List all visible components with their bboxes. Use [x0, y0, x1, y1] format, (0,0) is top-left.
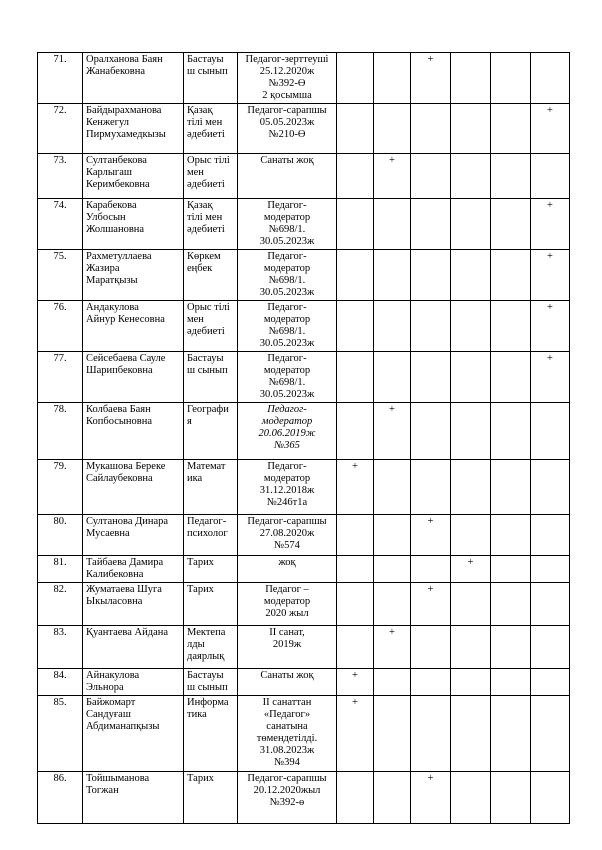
subject-cell-text: Тарих — [187, 557, 214, 568]
teacher-name-cell — [83, 352, 184, 403]
mark-cell — [374, 460, 411, 515]
mark-cell — [337, 199, 374, 250]
subject-cell-text: Көркем еңбек — [187, 251, 221, 274]
mark-cell — [451, 626, 491, 669]
mark-cell — [337, 515, 374, 556]
mark-cell — [491, 199, 531, 250]
category-cell — [238, 53, 337, 104]
mark-cell — [337, 53, 374, 104]
table-row — [38, 669, 570, 696]
teacher-name-cell-text: Қуантаева Айдана — [86, 627, 169, 638]
category-cell — [238, 104, 337, 154]
table-row — [38, 301, 570, 352]
category-cell-text: Санаты жоқ — [260, 670, 314, 681]
table-row — [38, 515, 570, 556]
mark-cell-text: + — [427, 54, 434, 65]
row-number-cell-text: 82. — [53, 584, 67, 595]
mark-cell — [374, 301, 411, 352]
mark-cell-text: + — [352, 670, 358, 681]
mark-cell — [374, 403, 411, 460]
teacher-name-cell — [83, 772, 184, 824]
mark-cell-text: + — [547, 251, 553, 262]
mark-cell — [451, 104, 491, 154]
subject-cell-text: Информа тика — [187, 697, 229, 720]
mark-cell — [337, 460, 374, 515]
mark-cell — [531, 669, 570, 696]
mark-cell — [491, 403, 531, 460]
mark-cell — [531, 556, 570, 583]
teacher-name-cell-text: Тойшыманова Тогжан — [86, 773, 150, 796]
table-row — [38, 460, 570, 515]
category-cell-text: Педагог-сарапшы 20.12.2020жыл №392-ө — [247, 773, 327, 808]
category-cell-text: Педагог- модератор №698/1. 30.05.2023ж — [259, 251, 315, 298]
category-cell — [238, 696, 337, 772]
mark-cell — [374, 199, 411, 250]
subject-cell-text: Бастауы ш сынып — [187, 353, 228, 376]
mark-cell — [374, 583, 411, 626]
mark-cell-text: + — [427, 516, 434, 527]
subject-cell — [184, 53, 238, 104]
row-number-cell — [38, 301, 83, 352]
mark-cell — [531, 515, 570, 556]
subject-cell — [184, 669, 238, 696]
row-number-cell — [38, 460, 83, 515]
mark-cell — [374, 515, 411, 556]
mark-cell — [451, 199, 491, 250]
teacher-name-cell-text: Рахметуллаева Жазира Маратқызы — [86, 251, 152, 286]
mark-cell — [451, 772, 491, 824]
mark-cell — [451, 250, 491, 301]
mark-cell — [451, 696, 491, 772]
row-number-cell-text: 79. — [53, 461, 67, 472]
subject-cell — [184, 515, 238, 556]
mark-cell — [374, 556, 411, 583]
row-number-cell — [38, 696, 83, 772]
subject-cell-text: Бастауы ш сынып — [187, 54, 228, 77]
mark-cell — [337, 403, 374, 460]
subject-cell-text: Мектепа лды даярлық — [187, 627, 226, 662]
teacher-name-cell — [83, 53, 184, 104]
mark-cell — [411, 352, 451, 403]
mark-cell-text: + — [427, 773, 434, 784]
row-number-cell — [38, 669, 83, 696]
subject-cell — [184, 556, 238, 583]
row-number-cell-text: 73. — [53, 155, 67, 166]
teacher-name-cell — [83, 583, 184, 626]
category-cell-text: Педагог- модератор 20.06.2019ж №365 — [258, 404, 316, 451]
subject-cell-text: Географи я — [187, 404, 229, 427]
category-cell-text: Педагог-сарапшы 27.08.2020ж №574 — [247, 516, 327, 551]
mark-cell — [337, 556, 374, 583]
category-cell — [238, 772, 337, 824]
mark-cell — [491, 556, 531, 583]
mark-cell-text: + — [352, 697, 358, 708]
mark-cell — [337, 104, 374, 154]
mark-cell — [411, 772, 451, 824]
row-number-cell-text: 84. — [53, 670, 67, 681]
row-number-cell — [38, 626, 83, 669]
mark-cell — [491, 669, 531, 696]
teacher-name-cell-text: Оралханова Баян Жанабековна — [86, 54, 163, 77]
category-cell-text: ІІ санат, 2019ж — [269, 627, 305, 650]
table-row — [38, 352, 570, 403]
mark-cell — [451, 53, 491, 104]
mark-cell-text: + — [547, 105, 553, 116]
row-number-cell-text: 83. — [53, 627, 67, 638]
table-row — [38, 104, 570, 154]
mark-cell — [531, 583, 570, 626]
teacher-name-cell — [83, 460, 184, 515]
table-row — [38, 626, 570, 669]
teacher-name-cell-text: Султанбекова Карлыгаш Керимбековна — [86, 155, 150, 190]
mark-cell — [531, 352, 570, 403]
mark-cell — [491, 460, 531, 515]
subject-cell-text: Орыс тілі мен әдебиеті — [187, 155, 230, 190]
teacher-name-cell — [83, 556, 184, 583]
mark-cell — [491, 772, 531, 824]
mark-cell — [411, 250, 451, 301]
mark-cell — [531, 154, 570, 199]
teacher-name-cell — [83, 301, 184, 352]
mark-cell — [337, 250, 374, 301]
row-number-cell-text: 75. — [53, 251, 67, 262]
mark-cell-text: + — [389, 404, 395, 415]
category-cell-text: Педагог- модератор №698/1. 30.05.2023ж — [259, 353, 315, 400]
subject-cell — [184, 301, 238, 352]
teacher-name-cell-text: Сейсебаева Сауле Шарипбековна — [86, 353, 166, 376]
mark-cell — [411, 583, 451, 626]
teacher-name-cell — [83, 403, 184, 460]
category-cell — [238, 669, 337, 696]
mark-cell — [374, 104, 411, 154]
subject-cell — [184, 352, 238, 403]
mark-cell — [337, 352, 374, 403]
mark-cell — [411, 669, 451, 696]
table-row — [38, 154, 570, 199]
mark-cell — [531, 53, 570, 104]
table-row — [38, 772, 570, 824]
mark-cell — [374, 669, 411, 696]
table-body — [38, 53, 570, 824]
category-cell — [238, 556, 337, 583]
mark-cell-text: + — [547, 200, 553, 211]
table-row — [38, 403, 570, 460]
mark-cell — [491, 53, 531, 104]
category-cell-text: Педагог- модератор №698/1. 30.05.2023ж — [259, 302, 315, 349]
mark-cell — [531, 403, 570, 460]
category-cell-text: жоқ — [278, 557, 296, 568]
row-number-cell — [38, 199, 83, 250]
subject-cell — [184, 154, 238, 199]
category-cell — [238, 199, 337, 250]
teacher-name-cell — [83, 154, 184, 199]
mark-cell — [337, 696, 374, 772]
teacher-name-cell-text: Мукашова Береке Сайлаубековна — [86, 461, 166, 484]
mark-cell — [531, 250, 570, 301]
mark-cell — [451, 301, 491, 352]
mark-cell — [337, 301, 374, 352]
mark-cell — [451, 352, 491, 403]
mark-cell — [531, 696, 570, 772]
row-number-cell-text: 77. — [53, 353, 67, 364]
row-number-cell-text: 85. — [53, 697, 67, 708]
mark-cell — [531, 104, 570, 154]
subject-cell-text: Математ ика — [187, 461, 226, 484]
mark-cell — [491, 515, 531, 556]
table-row — [38, 583, 570, 626]
mark-cell — [491, 352, 531, 403]
subject-cell — [184, 199, 238, 250]
teacher-name-cell — [83, 669, 184, 696]
table-row — [38, 250, 570, 301]
mark-cell — [491, 626, 531, 669]
mark-cell — [411, 53, 451, 104]
subject-cell-text: Қазақ тілі мен әдебиеті — [187, 105, 225, 140]
subject-cell — [184, 104, 238, 154]
mark-cell-text: + — [352, 461, 358, 472]
mark-cell-text: + — [467, 557, 474, 568]
mark-cell — [374, 772, 411, 824]
category-cell — [238, 301, 337, 352]
mark-cell — [374, 53, 411, 104]
mark-cell — [451, 556, 491, 583]
row-number-cell-text: 71. — [53, 54, 67, 65]
subject-cell-text: Тарих — [187, 584, 214, 595]
mark-cell — [491, 154, 531, 199]
mark-cell-text: + — [427, 584, 434, 595]
category-cell-text: Педагог- модератор №698/1. 30.05.2023ж — [259, 200, 315, 247]
category-cell-text: ІІ санаттан «Педагог» санатына төмендетілді. 31.08.2023ж №394 — [256, 697, 318, 768]
category-cell-text: Педагог-зерттеуші 25.12.2020ж №392-Ө 2 қосымша — [245, 54, 329, 101]
mark-cell — [411, 104, 451, 154]
table-row — [38, 696, 570, 772]
mark-cell — [374, 154, 411, 199]
mark-cell — [411, 301, 451, 352]
table-row — [38, 53, 570, 104]
mark-cell — [531, 460, 570, 515]
mark-cell — [411, 515, 451, 556]
mark-cell — [531, 626, 570, 669]
teacher-name-cell-text: Карабекова Улбосын Жолшановна — [86, 200, 145, 235]
row-number-cell — [38, 772, 83, 824]
row-number-cell-text: 80. — [53, 516, 67, 527]
category-cell-text: Санаты жоқ — [260, 155, 314, 166]
category-cell — [238, 515, 337, 556]
category-cell-text: Педагог- модератор 31.12.2018ж №246т1а — [259, 461, 315, 508]
category-cell — [238, 154, 337, 199]
category-cell — [238, 250, 337, 301]
row-number-cell — [38, 583, 83, 626]
mark-cell — [451, 460, 491, 515]
mark-cell — [411, 696, 451, 772]
row-number-cell-text: 86. — [53, 773, 67, 784]
teacher-name-cell-text: Андакулова Айнур Кенесовна — [86, 302, 165, 325]
subject-cell — [184, 583, 238, 626]
mark-cell — [491, 301, 531, 352]
category-cell — [238, 352, 337, 403]
mark-cell — [337, 669, 374, 696]
row-number-cell-text: 72. — [53, 105, 67, 116]
table-row — [38, 199, 570, 250]
mark-cell — [411, 626, 451, 669]
teacher-name-cell — [83, 250, 184, 301]
teacher-name-cell-text: Байжомарт Сандуғаш Абдиманапқызы — [86, 697, 160, 732]
teacher-name-cell-text: Байдырахманова Кенжегул Пирмухамедкызы — [86, 105, 166, 140]
mark-cell — [531, 772, 570, 824]
mark-cell — [374, 696, 411, 772]
subject-cell — [184, 460, 238, 515]
subject-cell-text: Педагог- психолог — [187, 516, 228, 539]
mark-cell-text: + — [389, 627, 395, 638]
subject-cell — [184, 626, 238, 669]
row-number-cell — [38, 250, 83, 301]
subject-cell — [184, 772, 238, 824]
subject-cell-text: Тарих — [187, 773, 214, 784]
category-cell-text: Педагог-сарапшы 05.05.2023ж №210-Ө — [247, 105, 327, 140]
row-number-cell-text: 76. — [53, 302, 67, 313]
mark-cell — [337, 583, 374, 626]
teacher-name-cell — [83, 696, 184, 772]
teacher-name-cell-text: Тайбаева Дамира Калибековна — [86, 557, 164, 580]
mark-cell — [451, 515, 491, 556]
mark-cell — [411, 403, 451, 460]
row-number-cell — [38, 403, 83, 460]
mark-cell — [451, 154, 491, 199]
row-number-cell-text: 74. — [53, 200, 67, 211]
mark-cell — [491, 696, 531, 772]
mark-cell — [374, 352, 411, 403]
subject-cell-text: Орыс тілі мен әдебиеті — [187, 302, 230, 337]
mark-cell — [411, 556, 451, 583]
mark-cell — [411, 199, 451, 250]
row-number-cell — [38, 104, 83, 154]
teacher-name-cell — [83, 515, 184, 556]
table-row — [38, 556, 570, 583]
mark-cell — [451, 669, 491, 696]
subject-cell — [184, 403, 238, 460]
teacher-name-cell — [83, 626, 184, 669]
mark-cell — [491, 250, 531, 301]
teacher-name-cell — [83, 104, 184, 154]
row-number-cell-text: 81. — [53, 557, 67, 568]
row-number-cell — [38, 53, 83, 104]
mark-cell — [337, 154, 374, 199]
row-number-cell — [38, 556, 83, 583]
teacher-name-cell-text: Султанова Динара Мусаевна — [86, 516, 169, 539]
teacher-name-cell-text: Жуматаева Шуга Ыкыласовна — [86, 584, 162, 607]
teacher-name-cell — [83, 199, 184, 250]
mark-cell — [337, 772, 374, 824]
mark-cell — [531, 199, 570, 250]
category-cell-text: Педагог – модератор 2020 жыл — [263, 584, 311, 619]
row-number-cell — [38, 154, 83, 199]
category-cell — [238, 460, 337, 515]
mark-cell — [411, 460, 451, 515]
row-number-cell-text: 78. — [53, 404, 67, 415]
category-cell — [238, 583, 337, 626]
row-number-cell — [38, 352, 83, 403]
mark-cell — [337, 626, 374, 669]
mark-cell — [491, 104, 531, 154]
teacher-name-cell-text: Колбаева Баян Копбосыновна — [86, 404, 153, 427]
teachers-table — [37, 52, 570, 824]
mark-cell — [411, 154, 451, 199]
subject-cell — [184, 696, 238, 772]
category-cell — [238, 403, 337, 460]
mark-cell — [451, 403, 491, 460]
mark-cell-text: + — [547, 353, 553, 364]
mark-cell-text: + — [389, 155, 395, 166]
mark-cell — [531, 301, 570, 352]
mark-cell-text: + — [547, 302, 553, 313]
teacher-name-cell-text: Айнакулова Эльнора — [86, 670, 140, 693]
mark-cell — [374, 250, 411, 301]
subject-cell-text: Қазақ тілі мен әдебиеті — [187, 200, 225, 235]
mark-cell — [491, 583, 531, 626]
mark-cell — [374, 626, 411, 669]
category-cell — [238, 626, 337, 669]
mark-cell — [451, 583, 491, 626]
subject-cell — [184, 250, 238, 301]
subject-cell-text: Бастауы ш сынып — [187, 670, 228, 693]
row-number-cell — [38, 515, 83, 556]
